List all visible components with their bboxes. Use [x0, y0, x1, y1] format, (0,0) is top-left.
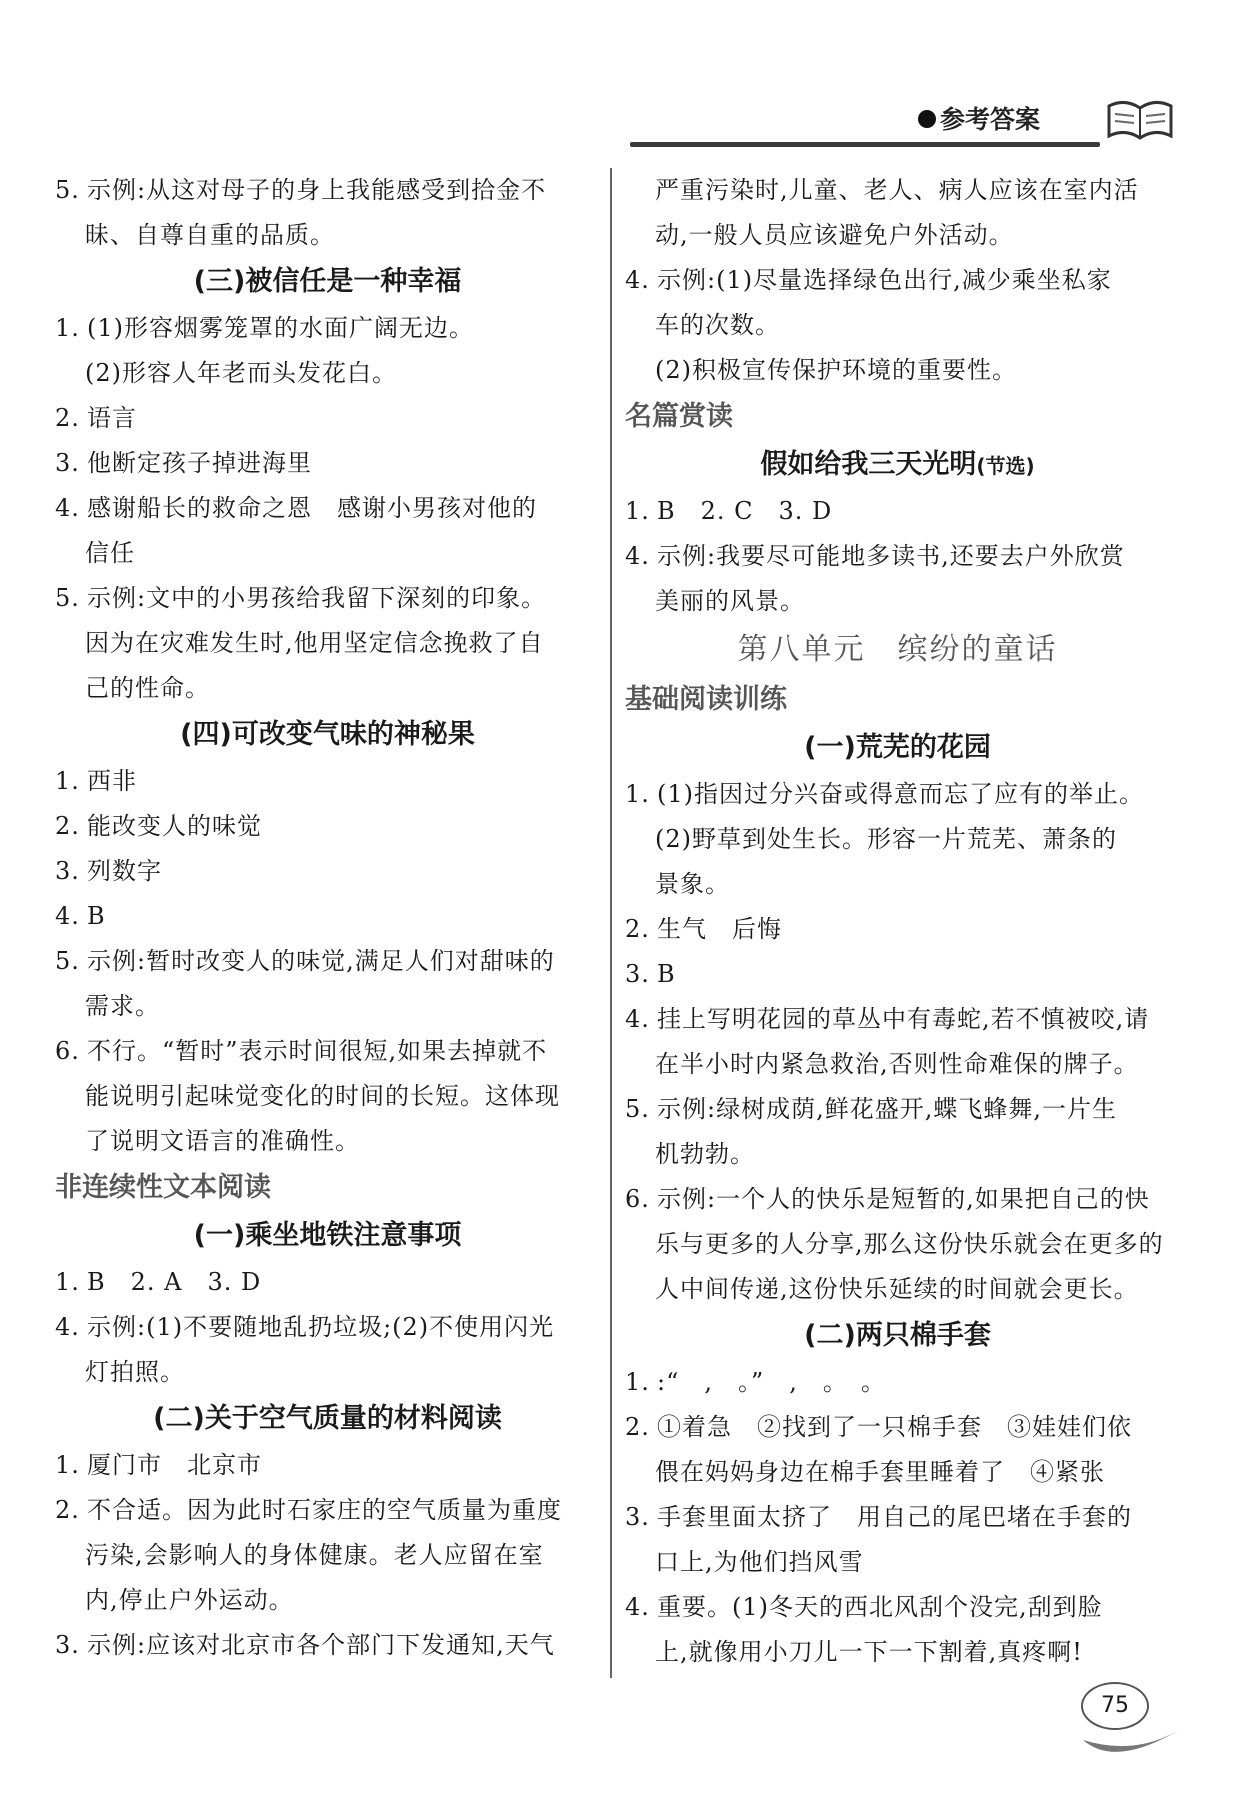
item-number: 4. [55, 1313, 80, 1341]
answer-continuation: 景象。 [655, 870, 730, 898]
passage-title-text: 假如给我三天光明 [760, 449, 977, 480]
item-number: 5. [55, 584, 80, 612]
item-number: 1. [625, 497, 650, 525]
answer-continuation: 上,就像用小刀儿一下一下割着,真疼啊! [655, 1638, 1083, 1666]
answer-continuation: 了说明文语言的准确性。 [85, 1127, 360, 1155]
answer-continuation: 严重污染时,儿童、老人、病人应该在室内活 [655, 176, 1139, 204]
answer-item [625, 952, 1170, 997]
answer-continuation: 信任 [85, 539, 135, 567]
item-number: 1. [55, 1451, 80, 1479]
item-text: B [87, 902, 106, 930]
item-number: 1. [625, 1368, 650, 1396]
answer-continuation: 美丽的风景。 [655, 587, 805, 615]
answer-item [55, 1260, 600, 1305]
answer-continuation: 在半小时内紧急救治,否则性命难保的牌子。 [655, 1050, 1139, 1078]
passage-title-text: (一)荒芜的花园 [804, 732, 991, 763]
item-text: ①着急 ②找到了一只棉手套 ③娃娃们依 [657, 1413, 1132, 1441]
answer-item [55, 1305, 600, 1350]
answer-item [625, 1087, 1170, 1132]
passage-title-text: (二)两只棉手套 [804, 1320, 991, 1351]
item-text: 生气 后悔 [657, 915, 782, 943]
item-number: 2. [55, 1496, 80, 1524]
item-number: 3. [625, 960, 650, 988]
answer-continuation: 需求。 [85, 992, 160, 1020]
item-number: 4. [55, 902, 80, 930]
passage-title [625, 1312, 1170, 1360]
answer-item [625, 907, 1170, 952]
answer-item [55, 168, 600, 213]
answer-item [625, 1495, 1170, 1540]
header-rule [630, 142, 1100, 147]
item-text: 列数字 [87, 857, 162, 885]
answer-continuation: 灯拍照。 [85, 1358, 185, 1386]
passage-title [55, 1395, 600, 1443]
bullet-icon [918, 110, 936, 128]
item-text: :“ , 。” , 。 。 [657, 1368, 886, 1396]
header-title: 参考答案 [940, 105, 1041, 134]
item-number: 3. [625, 1503, 650, 1531]
item-text: 语言 [87, 404, 137, 432]
answer-item [55, 1443, 600, 1488]
item-text: 厦门市 北京市 [87, 1451, 262, 1479]
item-number: 1. [55, 767, 80, 795]
passage-title-text: (四)可改变气味的神秘果 [180, 719, 475, 750]
item-number: 2. [55, 404, 80, 432]
answer-item [625, 1360, 1170, 1405]
item-number: 4. [625, 1005, 650, 1033]
item-number: 5. [55, 176, 80, 204]
open-book-icon [1105, 94, 1175, 144]
answer-continuation: 乐与更多的人分享,那么这份快乐就会在更多的 [655, 1230, 1164, 1258]
item-number: 4. [625, 266, 650, 294]
right-column [625, 168, 1170, 1675]
item-text: 示例:应该对北京市各个部门下发通知,天气 [87, 1631, 555, 1659]
answer-item [625, 1585, 1170, 1630]
item-text: 他断定孩子掉进海里 [87, 449, 312, 477]
item-text: 西非 [87, 767, 137, 795]
answer-item [55, 894, 600, 939]
item-text: 示例:(1)不要随地乱扔垃圾;(2)不使用闪光 [87, 1313, 555, 1341]
section-heading: 名篇赏读 [625, 401, 733, 432]
page-header [630, 98, 1170, 158]
answer-item [55, 576, 600, 621]
answer-continuation: 人中间传递,这份快乐延续的时间就会更长。 [655, 1275, 1139, 1303]
passage-title [55, 1212, 600, 1260]
item-text: (1)指因过分兴奋或得意而忘了应有的举止。 [657, 780, 1144, 808]
answer-continuation: (2)积极宣传保护环境的重要性。 [655, 356, 1017, 384]
answer-continuation: (2)野草到处生长。形容一片荒芜、萧条的 [655, 825, 1117, 853]
passage-title [55, 258, 600, 306]
item-number: 2. [625, 915, 650, 943]
answer-continuation: 昧、自尊自重的品质。 [85, 221, 335, 249]
passage-title-text: (二)关于空气质量的材料阅读 [153, 1403, 502, 1434]
answer-continuation: 车的次数。 [655, 311, 780, 339]
item-number: 4. [625, 542, 650, 570]
passage-title [55, 711, 600, 759]
answer-item [625, 997, 1170, 1042]
passage-title-text: (三)被信任是一种幸福 [193, 266, 462, 297]
answer-item [55, 759, 600, 804]
item-number: 4. [55, 494, 80, 522]
item-number: 6. [625, 1185, 650, 1213]
answer-item [625, 772, 1170, 817]
item-text: 示例:从这对母子的身上我能感受到拾金不 [87, 176, 547, 204]
item-number: 2. [625, 1413, 650, 1441]
page-number-badge [1075, 1680, 1185, 1770]
answer-continuation: 内,停止户外运动。 [85, 1586, 294, 1614]
answer-continuation: 污染,会影响人的身体健康。老人应留在室 [85, 1541, 544, 1569]
item-number: 5. [625, 1095, 650, 1123]
item-text: 示例:文中的小男孩给我留下深刻的印象。 [87, 584, 547, 612]
item-number: 2. [55, 812, 80, 840]
passage-title-note: (节选) [976, 454, 1035, 478]
passage-title-text: (一)乘坐地铁注意事项 [193, 1220, 462, 1251]
item-text: 示例:我要尽可能地多读书,还要去户外欣赏 [657, 542, 1125, 570]
item-text: 感谢船长的救命之恩 感谢小男孩对他的 [87, 494, 537, 522]
answer-continuation: 因为在灾难发生时,他用坚定信念挽救了自 [85, 629, 544, 657]
item-text: (1)形容烟雾笼罩的水面广阔无边。 [87, 314, 474, 342]
item-number: 1. [55, 314, 80, 342]
item-text: 示例:暂时改变人的味觉,满足人们对甜味的 [87, 947, 555, 975]
answer-item [55, 1488, 600, 1533]
answer-item [55, 849, 600, 894]
answer-item [625, 534, 1170, 579]
swoosh-icon [1075, 1710, 1185, 1770]
answer-item [55, 804, 600, 849]
answer-item [55, 486, 600, 531]
page-number: 75 [1081, 1682, 1149, 1730]
item-number: 1. [625, 780, 650, 808]
answer-item [55, 306, 600, 351]
answer-item [625, 489, 1170, 534]
answer-continuation: 己的性命。 [85, 674, 210, 702]
item-text: 示例:绿树成荫,鲜花盛开,蝶飞蜂舞,一片生 [657, 1095, 1117, 1123]
item-text: 手套里面太挤了 用自己的尾巴堵在手套的 [657, 1503, 1132, 1531]
answer-continuation: 机勃勃。 [655, 1140, 755, 1168]
section-heading: 非连续性文本阅读 [55, 1172, 271, 1203]
item-text: 挂上写明花园的草丛中有毒蛇,若不慎被咬,请 [657, 1005, 1150, 1033]
answer-item [55, 939, 600, 984]
passage-title [625, 724, 1170, 772]
answer-item [55, 1623, 600, 1668]
answer-continuation: 能说明引起味觉变化的时间的长短。这体现 [85, 1082, 560, 1110]
answer-item [55, 441, 600, 486]
column-divider [610, 168, 612, 1678]
item-number: 4. [625, 1593, 650, 1621]
item-number: 3. [55, 1631, 80, 1659]
item-text: 能改变人的味觉 [87, 812, 262, 840]
item-number: 3. [55, 857, 80, 885]
item-text: B 2. A 3. D [87, 1268, 262, 1296]
answer-continuation: 动,一般人员应该避免户外活动。 [655, 221, 1014, 249]
item-text: 不行。“暂时”表示时间很短,如果去掉就不 [87, 1037, 548, 1065]
item-text: 示例:(1)尽量选择绿色出行,减少乘坐私家 [657, 266, 1112, 294]
left-column [55, 168, 600, 1668]
answer-continuation: 偎在妈妈身边在棉手套里睡着了 ④紧张 [655, 1458, 1105, 1486]
answer-item [625, 258, 1170, 303]
item-text: B 2. C 3. D [657, 497, 833, 525]
answer-continuation: (2)形容人年老而头发花白。 [85, 359, 397, 387]
item-text: 示例:一个人的快乐是短暂的,如果把自己的快 [657, 1185, 1150, 1213]
item-text: B [657, 960, 676, 988]
answer-item [55, 396, 600, 441]
answer-item [625, 1177, 1170, 1222]
item-text: 不合适。因为此时石家庄的空气质量为重度 [87, 1496, 562, 1524]
passage-title [625, 441, 1170, 489]
item-number: 6. [55, 1037, 80, 1065]
answer-continuation: 口上,为他们挡风雪 [655, 1548, 864, 1576]
item-number: 5. [55, 947, 80, 975]
unit-heading: 第八单元 缤纷的童话 [737, 632, 1058, 667]
item-text: 重要。(1)冬天的西北风刮个没完,刮到脸 [657, 1593, 1103, 1621]
item-number: 1. [55, 1268, 80, 1296]
section-heading: 基础阅读训练 [625, 684, 787, 715]
answer-item [55, 1029, 600, 1074]
item-number: 3. [55, 449, 80, 477]
answer-item [625, 1405, 1170, 1450]
